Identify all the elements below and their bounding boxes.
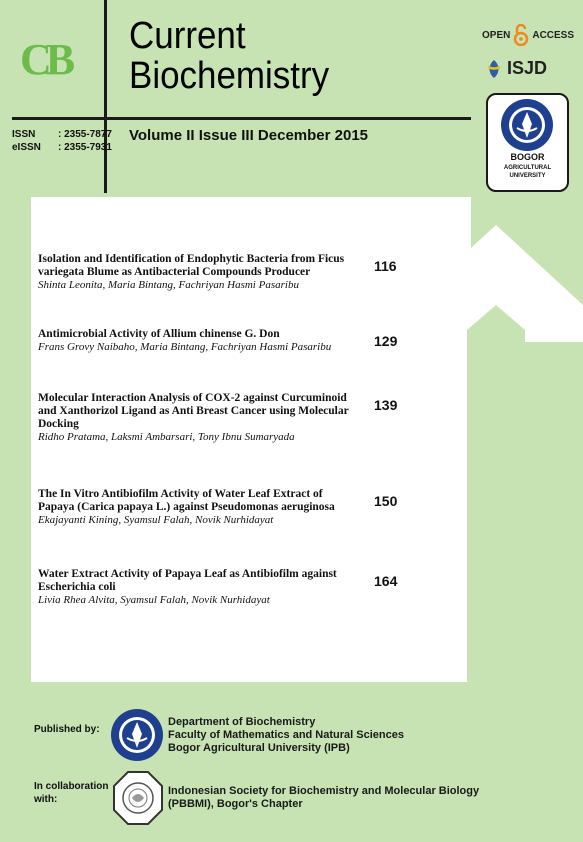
article-authors: Livia Rhea Alvita, Syamsul Falah, Novik Nurhidayat (38, 594, 270, 606)
isjd-badge (484, 58, 547, 79)
collaboration-text (168, 785, 479, 811)
eissn-value: : 2355-7931 (58, 142, 112, 153)
isjd-label: ISJD (507, 58, 548, 78)
collaboration-label (34, 780, 108, 806)
isjd-icon (484, 59, 504, 79)
article-authors: Frans Grovy Naibaho, Maria Bintang, Fachriyan Hasmi Pasaribu (38, 341, 332, 353)
ipb-name: BOGOR (510, 152, 545, 162)
article-item[interactable] (38, 253, 438, 292)
article-item[interactable] (38, 568, 438, 607)
issn-block (12, 128, 112, 154)
arrow-inner (467, 305, 525, 682)
issn-label: ISSN (12, 129, 36, 140)
article-page: 129 (374, 333, 398, 349)
article-item[interactable] (38, 392, 438, 444)
issn-value: : 2355-7877 (58, 129, 112, 140)
title-line1: Current (129, 15, 246, 57)
article-title: Water Extract Activity of Papaya Leaf as Antibiofilm against Escherichia coli (38, 568, 337, 593)
collab-line: (PBBMI), Bogor's Chapter (168, 798, 303, 810)
article-authors: Ridho Pratama, Laksmi Ambarsari, Tony Ibnu Sumaryada (38, 431, 295, 443)
ipb-seal-icon (499, 98, 555, 152)
open-lock-icon (513, 24, 529, 46)
open-access-left: OPEN (482, 29, 511, 41)
article-page: 139 (374, 397, 398, 413)
article-title: Antimicrobial Activity of Allium chinense G. Don (38, 328, 280, 340)
article-title: Isolation and Identification of Endophytic Bacteria from Ficus variegata Blume as Antibacterial Compounds Producer (38, 253, 345, 278)
publisher-line: Department of Biochemistry (168, 716, 316, 728)
article-title: Molecular Interaction Analysis of COX-2 against Curcuminoid and Xanthorizol Ligand as Anti Breast Cancer using Molecular Docking (38, 392, 349, 430)
article-page: 164 (374, 573, 398, 589)
eissn-label: eISSN (12, 142, 41, 153)
article-title: The In Vitro Antibiofilm Activity of Water Leaf Extract of Papaya (Carica papaya L.) against Pseudomonas aeruginosa (38, 488, 335, 513)
journal-logo: CB (20, 35, 70, 84)
collab-line: Indonesian Society for Biochemistry and Molecular Biology (168, 785, 480, 797)
header-horizontal-rule (12, 117, 471, 120)
publisher-line: Bogor Agricultural University (IPB) (168, 742, 350, 754)
ipb-sub: AGRICULTURAL UNIVERSITY (503, 165, 552, 179)
publisher-text (168, 716, 404, 755)
article-item[interactable] (38, 488, 438, 527)
article-authors: Shinta Leonita, Maria Bintang, Fachriyan Hasmi Pasaribu (38, 279, 299, 291)
ipb-logo-box (486, 93, 569, 192)
volume-issue: Volume II Issue III December 2015 (129, 127, 369, 144)
collab-label-line: with: (34, 794, 58, 805)
article-page: 116 (374, 258, 397, 274)
article-page: 150 (374, 493, 398, 509)
collab-label-line: In collaboration (34, 781, 109, 792)
publisher-line: Faculty of Mathematics and Natural Sciences (168, 729, 404, 741)
ipb-publisher-seal-icon (110, 708, 164, 762)
header-vertical-rule (104, 0, 107, 193)
journal-title (129, 16, 329, 96)
article-authors: Ekajayanti Kining, Syamsul Falah, Novik Nurhidayat (38, 514, 274, 526)
article-item[interactable] (38, 328, 438, 354)
published-by-label: Published by: (34, 724, 100, 735)
open-access-right: ACCESS (532, 29, 575, 41)
pbbmi-seal-icon (112, 770, 164, 826)
title-line2: Biochemistry (129, 55, 330, 97)
open-access-badge (482, 24, 574, 46)
